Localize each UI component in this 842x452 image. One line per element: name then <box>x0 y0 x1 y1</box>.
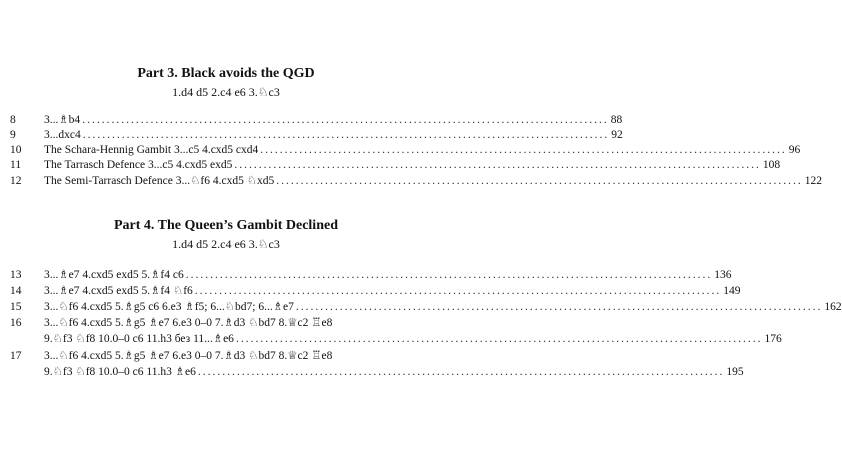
chapter-title: The Tarrasch Defence 3...c5 4.cxd5 exd5 <box>44 159 233 171</box>
toc-entry-16 <box>0 316 452 331</box>
chapter-title: 3...♗e7 4.cxd5 exd5 5.♗f4 c6 <box>44 269 184 281</box>
toc-entry-17 <box>0 349 452 364</box>
toc-entry-12 <box>0 174 822 189</box>
dot-leader: ............................................................................................................ <box>82 114 609 126</box>
page-number: 122 <box>804 175 822 187</box>
toc-entry-8 <box>0 113 623 128</box>
toc-entry-11 <box>0 158 781 173</box>
chapter-title: 3...dxc4 <box>44 129 81 141</box>
chapter-title: 3...♘f6 4.cxd5 5.♗g5 ♗e7 6.e3 0–0 7.♗d3 ♘bd7 8.♕c2 ♖e8 <box>44 317 333 329</box>
chapter-number: 15 <box>10 301 22 313</box>
part3-moves: 1.d4 d5 2.c4 e6 3.♘c3 <box>172 85 280 99</box>
chapter-title: 3...♘f6 4.cxd5 5.♗g5 c6 6.e3 ♗f5; 6...♘bd7; 6...♗e7 <box>44 301 294 313</box>
chapter-title: 3...♗b4 <box>44 114 81 126</box>
page-number: 96 <box>788 144 801 156</box>
page-number: 149 <box>723 285 741 297</box>
part3-title: Part 3. Black avoids the QGD <box>137 66 315 81</box>
dot-leader: ............................................................................................................ <box>295 301 823 313</box>
part4-title: Part 4. The Queen’s Gambit Declined <box>114 218 338 233</box>
chapter-title-continued: 9.♘f3 ♘f8 10.0–0 c6 11.h3 ♗e6 <box>44 366 196 378</box>
dot-leader: ............................................................................................................ <box>260 144 787 156</box>
chapter-number: 14 <box>10 285 22 297</box>
dot-leader: ............................................................................................................ <box>197 366 725 378</box>
dot-leader: ............................................................................................................ <box>235 333 763 345</box>
page-number: 88 <box>610 114 623 126</box>
toc-entry-13 <box>0 268 732 283</box>
page-number: 176 <box>764 333 782 345</box>
chapter-number: 10 <box>10 144 22 156</box>
toc-entry-16-continued <box>0 332 782 347</box>
toc-entry-17-continued <box>0 365 744 380</box>
chapter-title: The Semi-Tarrasch Defence 3...♘f6 4.cxd5 ♘xd5 <box>44 175 275 187</box>
chapter-number: 8 <box>10 114 16 126</box>
dot-leader: ............................................................................................................ <box>185 269 713 281</box>
page-number: 108 <box>762 159 781 171</box>
dot-leader: ............................................................................................................ <box>82 129 610 141</box>
chapter-number: 9 <box>10 129 16 141</box>
dot-leader: ............................................................................................................ <box>194 285 722 297</box>
toc-entry-9 <box>0 128 623 143</box>
chapter-title: 3...♘f6 4.cxd5 5.♗g5 ♗e7 6.e3 0–0 7.♗d3 ♘bd7 8.♕c2 ♖e8 <box>44 350 333 362</box>
chapter-number: 11 <box>10 159 22 171</box>
chapter-number: 16 <box>10 317 22 329</box>
dot-leader: ............................................................................................................ <box>276 175 803 187</box>
part4-moves: 1.d4 d5 2.c4 e6 3.♘c3 <box>172 237 280 251</box>
dot-leader: ............................................................................................................ <box>234 159 761 171</box>
page-number: 195 <box>726 366 744 378</box>
page-number: 136 <box>714 269 732 281</box>
page-number: 92 <box>611 129 623 141</box>
toc-entry-10 <box>0 143 801 158</box>
chapter-title: The Schara-Hennig Gambit 3...c5 4.cxd5 cxd4 <box>44 144 259 156</box>
toc-entry-15 <box>0 300 842 315</box>
chapter-number: 17 <box>10 350 22 362</box>
chapter-title: 3...♗e7 4.cxd5 exd5 5.♗f4 ♘f6 <box>44 285 193 297</box>
page-number: 162 <box>824 301 842 313</box>
chapter-number: 12 <box>10 175 22 187</box>
toc-entry-14 <box>0 284 741 299</box>
chapter-title-continued: 9.♘f3 ♘f8 10.0–0 c6 11.h3 без 11...♗e6 <box>44 333 234 345</box>
chapter-number: 13 <box>10 269 22 281</box>
